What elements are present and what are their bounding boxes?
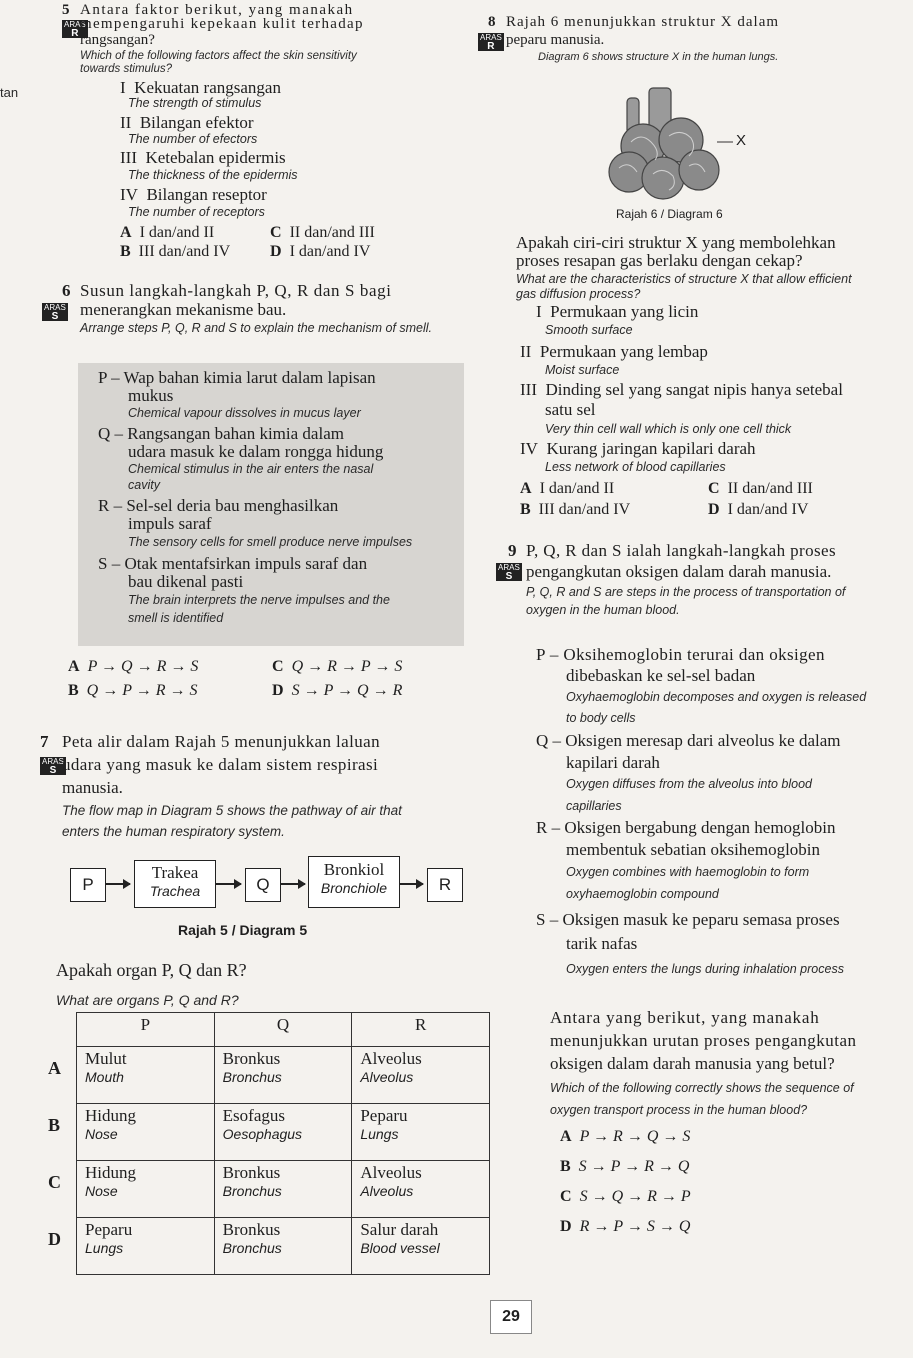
q8-stem: Rajah 6 menunjukkan struktur X dalam <box>506 14 780 30</box>
q6-step-q-en-2: cavity <box>128 478 160 492</box>
q7-aras-badge: ARAS S <box>42 757 64 776</box>
q6-step-p-2: mukus <box>128 386 174 405</box>
flow-bronkiol-label: Bronkiol <box>323 860 385 879</box>
table-cell: Salur darah Blood vessel <box>352 1218 490 1275</box>
q9-option-c[interactable]: C S → Q → R → P <box>560 1188 691 1205</box>
q8-stem-en: Diagram 6 shows structure X in the human lungs. <box>538 51 779 63</box>
q7-stem-en-2: enters the human respiratory system. <box>62 824 285 839</box>
q6-step-p: P – Wap bahan kimia larut dalam lapisan <box>98 368 376 387</box>
q9-option-d[interactable]: D R → P → S → Q <box>560 1218 691 1235</box>
page-number: 29 <box>490 1300 532 1334</box>
q9-step-r: R – Oksigen bergabung dengan hemoglobin <box>536 818 836 837</box>
flow-box-p: P <box>70 868 106 902</box>
q7-number: 7 <box>40 732 49 751</box>
q9-stem-2: pengangkutan oksigen dalam darah manusia. <box>526 562 832 581</box>
q7-ask-en: What are organs P, Q and R? <box>56 992 239 1008</box>
q8-ask-en-2: gas diffusion process? <box>516 287 641 301</box>
q9-option-b[interactable]: B S → P → R → Q <box>560 1158 690 1175</box>
q6-step-r-en: The sensory cells for smell produce nerve impulses <box>128 535 413 549</box>
q6-stem: Susun langkah-langkah P, Q, R dan S bagi <box>80 281 392 300</box>
q5-item-3: III Ketebalan epidermis <box>120 148 286 167</box>
q6-aras-badge: ARAS S <box>44 303 66 322</box>
q5-number: 5 <box>62 2 70 18</box>
q7-header-r: R <box>352 1013 490 1047</box>
q5-option-d[interactable]: D I dan/and IV <box>270 243 371 260</box>
flow-arrow-2 <box>215 883 241 885</box>
q6-step-q-2: udara masuk ke dalam rongga hidung <box>128 442 384 461</box>
q9-step-q: Q – Oksigen meresap dari alveolus ke dalam <box>536 731 841 750</box>
q7-row-d[interactable] <box>77 1218 490 1275</box>
table-cell: Alveolus Alveolus <box>352 1161 490 1218</box>
q7-row-c[interactable] <box>77 1161 490 1218</box>
table-cell: Alveolus Alveolus <box>352 1047 490 1104</box>
q6-number: 6 <box>62 281 71 300</box>
q7-row-label-d[interactable]: D <box>48 1229 61 1249</box>
flow-arrow-3 <box>280 883 305 885</box>
q9-step-q-2: kapilari darah <box>566 753 660 772</box>
q9-step-p: P – Oksihemoglobin terurai dan oksigen <box>536 645 825 664</box>
table-cell: Hidung Nose <box>77 1104 215 1161</box>
flow-box-r: R <box>427 868 463 902</box>
table-cell: Hidung Nose <box>77 1161 215 1218</box>
q5-option-b[interactable]: B III dan/and IV <box>120 243 231 260</box>
flow-trakea-label: Trakea <box>151 863 199 882</box>
flow-box-bronchiole <box>308 856 400 908</box>
table-cell: Peparu Lungs <box>77 1218 215 1275</box>
q8-ask-en: What are the characteristics of structure X that allow efficient <box>516 272 852 286</box>
q7-row-label-b[interactable]: B <box>48 1115 61 1135</box>
q7-stem-3: manusia. <box>62 778 123 797</box>
q9-step-p-en: Oxyhaemoglobin decomposes and oxygen is released <box>566 690 867 704</box>
flow-box-q: Q <box>245 868 281 902</box>
q8-ask-2: proses resapan gas berlaku dengan cekap? <box>516 251 803 270</box>
q9-step-p-en-2: to body cells <box>566 711 636 725</box>
q9-step-s: S – Oksigen masuk ke peparu semasa proses <box>536 910 840 929</box>
q9-step-q-en-2: capillaries <box>566 799 622 813</box>
q9-stem-en-2: oxygen in the human blood. <box>526 603 680 617</box>
q9-step-p-2: dibebaskan ke sel-sel badan <box>566 666 756 685</box>
q7-row-b[interactable] <box>77 1104 490 1161</box>
q8-aras-badge: ARAS R <box>480 33 502 52</box>
q8-number: 8 <box>488 14 496 30</box>
q6-step-s-en: The brain interprets the nerve impulses and the <box>128 593 390 607</box>
q6-stem-en: Arrange steps P, Q, R and S to explain the mechanism of smell. <box>80 321 433 335</box>
q9-stem: P, Q, R dan S ialah langkah-langkah proses <box>526 541 836 560</box>
q8-item-4-en: Less network of blood capillaries <box>545 460 726 474</box>
q5-item-1-en: The strength of stimulus <box>128 96 262 110</box>
table-cell: Peparu Lungs <box>352 1104 490 1161</box>
q9-step-r-2: membentuk sebatian oksihemoglobin <box>566 840 821 859</box>
alveoli-diagram <box>605 82 755 202</box>
q8-option-a[interactable]: A I dan/and II <box>520 480 615 497</box>
q9-ask-en: Which of the following correctly shows the sequence of <box>550 1081 854 1095</box>
q6-step-s-en-2: smell is identified <box>128 611 224 625</box>
q7-row-label-c[interactable]: C <box>48 1172 61 1192</box>
structure-x-label: X <box>736 132 747 149</box>
q5-item-4-en: The number of receptors <box>128 205 265 219</box>
q5-item-1: I Kekuatan rangsangan <box>120 78 281 97</box>
table-cell: Bronkus Bronchus <box>214 1218 352 1275</box>
q8-stem-2: peparu manusia. <box>506 32 605 48</box>
q9-ask-3: oksigen dalam darah manusia yang betul? <box>550 1054 835 1073</box>
q5-option-c[interactable]: C II dan/and III <box>270 224 375 241</box>
q5-item-4: IV Bilangan reseptor <box>120 185 267 204</box>
q7-row-label-a[interactable]: A <box>48 1058 61 1078</box>
q7-stem-en: The flow map in Diagram 5 shows the pathway of air that <box>62 803 402 818</box>
q8-item-2: II Permukaan yang lembap <box>520 342 708 361</box>
q8-item-3: III Dinding sel yang sangat nipis hanya setebal <box>520 380 843 399</box>
q6-step-p-en: Chemical vapour dissolves in mucus layer <box>128 406 361 420</box>
flow-box-trachea <box>134 860 216 908</box>
q9-ask: Antara yang berikut, yang manakah <box>550 1008 820 1027</box>
q8-option-c[interactable]: C II dan/and III <box>708 480 813 497</box>
margin-text: tan <box>0 85 19 100</box>
q8-option-d[interactable]: D I dan/and IV <box>708 501 809 518</box>
q9-step-r-en: Oxygen combines with haemoglobin to form <box>566 865 810 879</box>
q6-option-d[interactable]: D S → P → Q → R <box>272 682 403 699</box>
q9-number: 9 <box>508 541 517 560</box>
q5-stem: Antara faktor berikut, yang manakah <box>80 2 354 18</box>
q9-aras-badge: ARAS S <box>498 563 520 582</box>
q8-item-2-en: Moist surface <box>545 363 620 377</box>
q9-option-a[interactable]: A P → R → Q → S <box>560 1128 691 1145</box>
q9-ask-2: menunjukkan urutan proses pengangkutan <box>550 1031 857 1050</box>
table-cell: Esofagus Oesophagus <box>214 1104 352 1161</box>
q6-step-r-2: impuls saraf <box>128 514 212 533</box>
q7-stem: Peta alir dalam Rajah 5 menunjukkan laluan <box>62 732 380 751</box>
q7-diagram-caption: Rajah 5 / Diagram 5 <box>178 922 308 938</box>
q5-option-a[interactable]: A I dan/and II <box>120 224 215 241</box>
q6-stem-2: menerangkan mekanisme bau. <box>80 300 287 319</box>
q7-header-p: P <box>77 1013 215 1047</box>
q5-stem-3: rangsangan? <box>80 32 155 48</box>
q8-item-4: IV Kurang jaringan kapilari darah <box>520 439 756 458</box>
q8-item-1-en: Smooth surface <box>545 323 633 337</box>
q6-option-c[interactable]: C Q → R → P → S <box>272 658 403 675</box>
q8-item-1: I Permukaan yang licin <box>536 302 699 321</box>
q6-step-q: Q – Rangsangan bahan kimia dalam <box>98 424 344 443</box>
q5-stem-en: Which of the following factors affect the skin sensitivity <box>80 50 357 62</box>
q6-step-s: S – Otak mentafsirkan impuls saraf dan <box>98 554 368 573</box>
q9-ask-en-2: oxygen transport process in the human blood? <box>550 1103 808 1117</box>
q9-step-s-en: Oxygen enters the lungs during inhalation process <box>566 962 844 976</box>
q7-answer-table <box>76 1012 490 1275</box>
q5-stem-2: mempengaruhi kepekaan kulit terhadap <box>80 16 364 32</box>
q6-step-r: R – Sel-sel deria bau menghasilkan <box>98 496 339 515</box>
q5-stem-en-2: towards stimulus? <box>80 63 173 75</box>
q9-step-r-en-2: oxyhaemoglobin compound <box>566 887 719 901</box>
q8-ask: Apakah ciri-ciri struktur X yang membolehkan <box>516 233 836 252</box>
q6-option-a[interactable]: A P → Q → R → S <box>68 658 199 675</box>
flow-bronchiole-label: Bronchiole <box>320 880 388 896</box>
table-cell: Mulut Mouth <box>77 1047 215 1104</box>
q7-stem-2: udara yang masuk ke dalam sistem respirasi <box>62 755 379 774</box>
q6-option-b[interactable]: B Q → P → R → S <box>68 682 198 699</box>
q6-step-s-2: bau dikenal pasti <box>128 572 244 591</box>
flow-trachea-label: Trachea <box>149 883 201 899</box>
q7-ask: Apakah organ P, Q dan R? <box>56 960 247 980</box>
q9-stem-en: P, Q, R and S are steps in the process of transportation of <box>526 585 846 599</box>
q9-step-s-2: tarik nafas <box>566 934 638 953</box>
table-cell: Bronkus Bronchus <box>214 1161 352 1218</box>
table-cell: Bronkus Bronchus <box>214 1047 352 1104</box>
q8-diagram-caption: Rajah 6 / Diagram 6 <box>616 207 723 221</box>
flow-arrow-4 <box>399 883 423 885</box>
q6-step-q-en: Chemical stimulus in the air enters the nasal <box>128 462 374 476</box>
q5-aras-badge: ARAS R <box>64 20 86 39</box>
q8-item-3-2: satu sel <box>545 400 596 419</box>
q7-header-q: Q <box>214 1013 352 1047</box>
q9-step-q-en: Oxygen diffuses from the alveolus into blood <box>566 777 812 791</box>
q8-item-3-en: Very thin cell wall which is only one cell thick <box>545 422 792 436</box>
q5-item-3-en: The thickness of the epidermis <box>128 168 298 182</box>
q5-item-2-en: The number of efectors <box>128 132 258 146</box>
q8-option-b[interactable]: B III dan/and IV <box>520 501 631 518</box>
q5-item-2: II Bilangan efektor <box>120 113 254 132</box>
flow-arrow-1 <box>105 883 130 885</box>
q7-row-a[interactable] <box>77 1047 490 1104</box>
